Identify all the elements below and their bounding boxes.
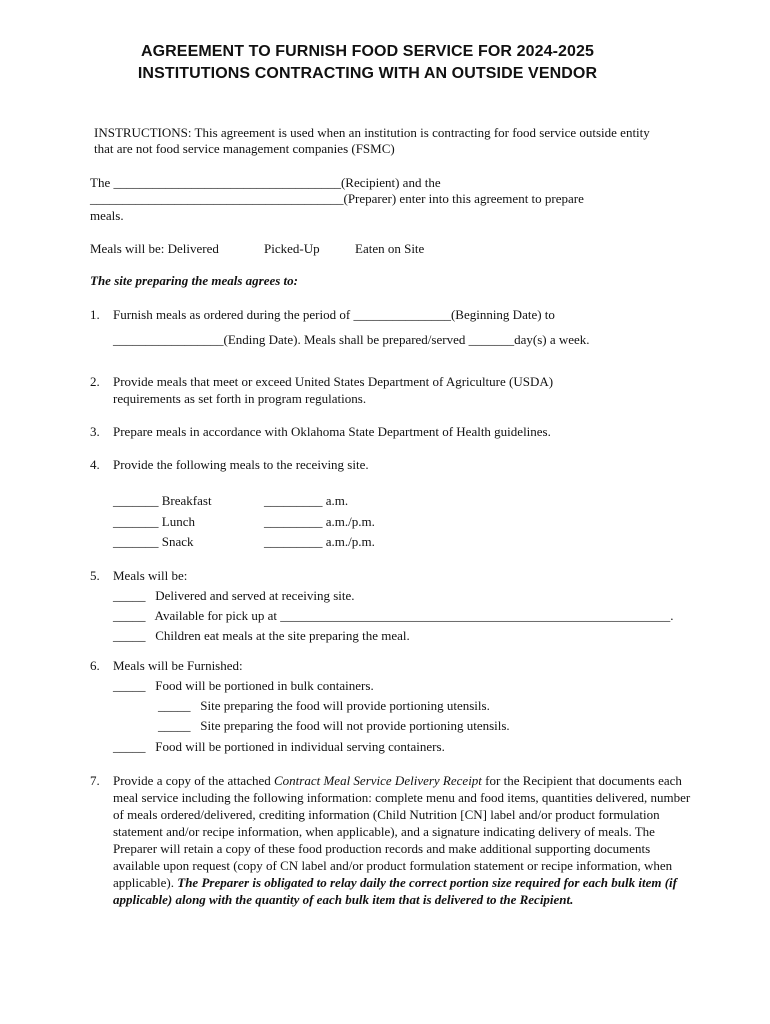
item-6-text: Meals will be Furnished:: [113, 658, 243, 673]
parties-line-3: meals.: [90, 208, 124, 223]
parties-line-1: The ___________________________________(Recipient) and the: [90, 175, 441, 190]
item-2-line-2: requirements as set forth in program regulations.: [113, 391, 367, 406]
instructions-line-1: INSTRUCTIONS: This agreement is used when an institution is contracting for food service outside entity: [94, 125, 650, 140]
meal-snack: _______ Snack: [113, 534, 194, 549]
item-4-text: Provide the following meals to the receiving site.: [113, 457, 369, 472]
item-7-obligation: The Preparer is obligated to relay daily the correct portion size required for each bulk item (if applicable) along with the quantity of each bulk item that is delivered to the Recipient.: [113, 875, 677, 907]
item-7-lead: Provide a copy of the attached: [113, 773, 274, 788]
item-1-line-1: Furnish meals as ordered during the period of _______________(Beginning Date) to: [113, 307, 555, 322]
item-5-option-eat-on-site: _____ Children eat meals at the site preparing the meal.: [113, 628, 410, 643]
item-2-line-1: Provide meals that meet or exceed United States Department of Agriculture (USDA): [113, 374, 554, 389]
item-2-number: 2.: [90, 374, 100, 389]
item-7-body: for the Recipient that documents each meal service including the following information: complete menu and food items, quantities delivered, number of meals ordered/delivered, crediting information (Child Nutrition [CN] label and/or product formulation statement and/or recipe information, when applicable), and a signature indicating delivery of meals. The Preparer will retain a copy of these food production records and make additional supporting documents available upon request (copy of CN label and/or product formulation statement or recipe information, when applicable).: [113, 773, 691, 890]
meal-breakfast: _______ Breakfast: [113, 493, 212, 508]
instructions-line-2: that are not food service management companies (FSMC): [94, 141, 395, 156]
meal-breakfast-time: _________ a.m.: [264, 493, 349, 508]
meals-option-eaten-on-site: Eaten on Site: [355, 241, 425, 256]
meals-will-be-label: Meals will be: Delivered: [90, 241, 219, 256]
meal-lunch: _______ Lunch: [113, 514, 195, 529]
item-5-option-pick-up: _____ Available for pick up at ____________________________________________________________.: [113, 608, 674, 623]
meals-option-picked-up: Picked-Up: [264, 241, 320, 256]
item-5-text: Meals will be:: [113, 568, 188, 583]
parties-line-2: _______________________________________(Preparer) enter into this agreement to prepare: [90, 191, 584, 206]
item-6-option-individual: _____ Food will be portioned in individual serving containers.: [113, 739, 445, 754]
item-7-paragraph: [113, 772, 695, 908]
item-7-receipt-title: Contract Meal Service Delivery Receipt: [274, 773, 482, 788]
item-5-number: 5.: [90, 568, 100, 583]
document-title-line-1: AGREEMENT TO FURNISH FOOD SERVICE FOR 2024-2025: [140, 43, 595, 60]
item-1-line-2: _________________(Ending Date). Meals shall be prepared/served _______day(s) a week.: [113, 332, 590, 347]
item-4-number: 4.: [90, 457, 100, 472]
item-7-number: 7.: [90, 773, 100, 788]
item-6-option-bulk: _____ Food will be portioned in bulk containers.: [113, 678, 374, 693]
item-3-number: 3.: [90, 424, 100, 439]
document-title-line-2: INSTITUTIONS CONTRACTING WITH AN OUTSIDE VENDOR: [137, 65, 598, 82]
item-5-option-delivered: _____ Delivered and served at receiving site.: [113, 588, 355, 603]
item-6-sub-provide-utensils: _____ Site preparing the food will provide portioning utensils.: [158, 698, 490, 713]
item-6-sub-no-utensils: _____ Site preparing the food will not provide portioning utensils.: [158, 718, 510, 733]
meal-lunch-time: _________ a.m./p.m.: [264, 514, 375, 529]
meal-snack-time: _________ a.m./p.m.: [264, 534, 375, 549]
item-1-number: 1.: [90, 307, 100, 322]
item-3-text: Prepare meals in accordance with Oklahoma State Department of Health guidelines.: [113, 424, 551, 439]
item-6-number: 6.: [90, 658, 100, 673]
site-agrees-heading: The site preparing the meals agrees to:: [90, 273, 298, 288]
